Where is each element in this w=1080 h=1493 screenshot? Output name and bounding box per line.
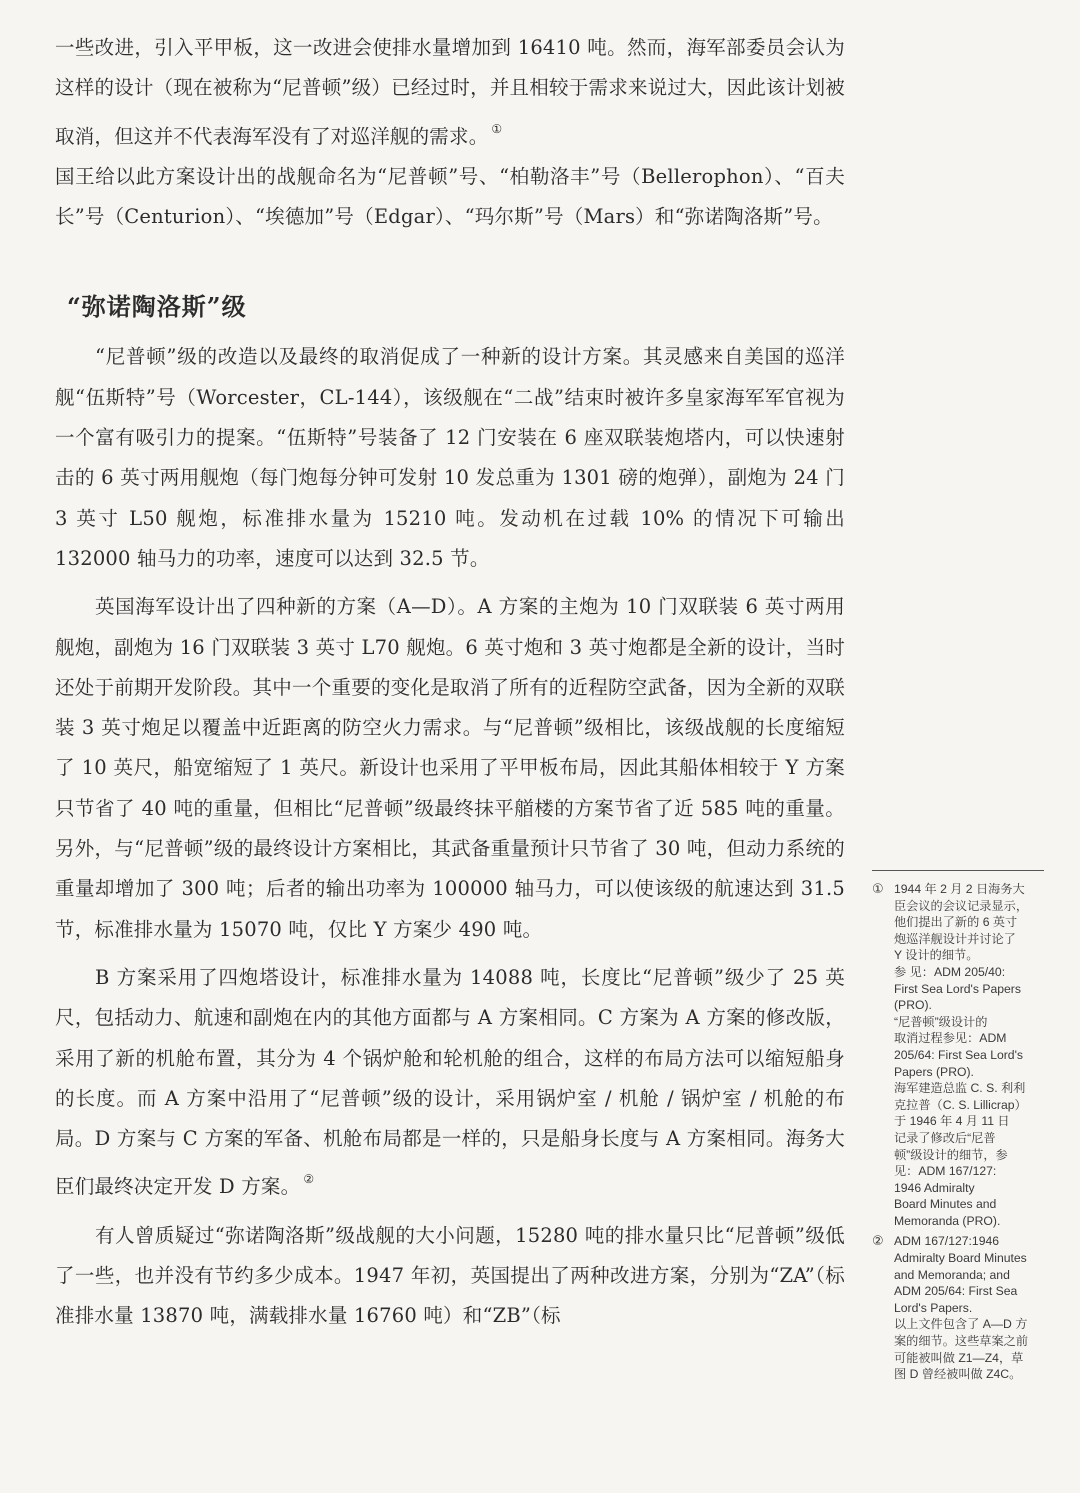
footnote-line: 参 见：ADM 205/40: [894,964,1006,979]
footnote-line: “尼普顿”级设计的 [894,1014,988,1029]
footnote-line: Papers (PRO). [894,1064,974,1079]
footnote-line: 克拉普（C. S. Lillicrap） [894,1097,1027,1112]
footnote-divider [872,870,1044,871]
paragraph-6: 有人曾质疑过“弥诺陶洛斯”级战舰的大小问题，15280 吨的排水量只比“尼普顿”级低了一些，也并没有节约多少成本。1947 年初，英国提出了两种改进方案，分别为“ZA”（标准排水量 13870 吨，满载排水量 16760 吨）和“ZB”（标 [55,1223,845,1328]
footnote-line: Board Minutes and [894,1197,997,1212]
footnote-line: 案的细节。这些草案之前 [894,1334,1029,1349]
footnote-line: 取消过程参见：ADM [894,1031,1007,1046]
section-heading: “弥诺陶洛斯”级 [67,292,247,322]
footnote-line: 顿”级设计的细节，参 [894,1147,1008,1162]
footnote-line: 他们提出了新的 6 英寸 [894,915,1018,930]
footnote-line: 1946 Admiralty [894,1180,975,1195]
footnote-line: 炮巡洋舰设计并讨论了 [894,931,1016,946]
paragraph-1-text: 一些改进，引入平甲板，这一改进会使排水量增加到 16410 吨。然而，海军部委员会认为这样的设计（现在被称为“尼普顿”级）已经过时，并且相较于需求来说过大，因此该计划被取消，但这并不代表海军没有了对巡洋舰的需求。 [55,36,845,148]
footnote-ref-1: ① [491,121,503,136]
footnote-2 [872,1233,1050,1382]
footnote-line: 于 1946 年 4 月 11 日 [894,1114,1010,1129]
footnote-line: ADM 205/64: First Sea [894,1284,1018,1299]
paragraph-3: “尼普顿”级的改造以及最终的取消促成了一种新的设计方案。其灵感来自美国的巡洋舰“伍斯特”号（Worcester，CL-144），该级舰在“二战”结束时被许多皇家海军军官视为一个富有吸引力的提案。“伍斯特”号装备了 12 门安装在 6 座双联装炮塔内，可以快速射击的 6 英寸两用舰炮（每门炮每分钟可发射 10 发总重为 1301 磅的炮弹），副炮为 24 门 3 英寸 L50 舰炮，标准排水量为 15210 吨。发动机在过载 10% 的情况下可输出 132000 轴马力的功率，速度可以达到 32.5 节。 [55,345,845,570]
footnote-line: 图 D 曾经被叫做 Z4C。 [894,1367,1022,1382]
footnote-line: ADM 167/127:1946 [894,1234,1000,1249]
footnote-line: Lord's Papers. [894,1300,973,1315]
footnote-line: 205/64: First Sea Lord's [894,1047,1024,1062]
main-text-column [55,28,845,1337]
paragraph-4: 英国海军设计出了四种新的方案（A—D）。A 方案的主炮为 10 门双联装 6 英寸两用舰炮，副炮为 16 门双联装 3 英寸 L70 舰炮。6 英寸炮和 3 英寸炮都是全新的设计，当时还处于前期开发阶段。其中一个重要的变化是取消了所有的近程防空武备，因为全新的双联装 3 英寸炮足以覆盖中近距离的防空火力需求。与“尼普顿”级相比，该级战舰的长度缩短了 10 英尺，船宽缩短了 1 英尺。新设计也采用了平甲板布局，因此其船体相较于 Y 方案只节省了 40 吨的重量，但相比“尼普顿”级最终抹平艏楼的方案节省了近 585 吨的重量。另外，与“尼普顿”级的最终设计方案相比，其武备重量预计只节省了 30 吨，但动力系统的重量却增加了 300 吨；后者的输出功率为 100000 轴马力，可以使该级的航速达到 31.5 节，标准排水量为 15070 吨，仅比 Y 方案少 490 吨。 [55,595,845,941]
footnote-line: 见：ADM 167/127: [894,1164,997,1179]
footnote-line: 以上文件包含了 A—D 方 [894,1317,1028,1332]
paragraph-2: 国王给以此方案设计出的战舰命名为“尼普顿”号、“柏勒洛丰”号（Bellerophon）、“百夫长”号（Centurion）、“埃德加”号（Edgar）、“玛尔斯”号（Mars）和“弥诺陶洛斯”号。 [55,164,845,229]
footnote-line: Y 设计的细节。 [894,948,979,963]
paragraph-5 [55,958,845,1208]
footnote-line: 臣会议的会议记录显示， [894,898,1029,913]
footnote-line: 记录了修改后“尼普 [894,1130,996,1145]
footnote-1 [872,881,1050,1229]
footnote-2-marker: ② [872,1233,884,1249]
footnote-line: 可能被叫做 Z1—Z4，草 [894,1350,1024,1365]
footnote-line: Memoranda (PRO). [894,1213,1001,1228]
footnote-1-marker: ① [872,881,884,896]
footnote-line: 1944 年 2 月 2 日海务大 [894,882,1025,896]
paragraph-5-text: B 方案采用了四炮塔设计，标准排水量为 14088 吨，长度比“尼普顿”级少了 25 英尺，包括动力、航速和副炮在内的其他方面都与 A 方案相同。C 方案为 A 方案的修改版，采用了新的机舱布置，其分为 4 个锅炉舱和轮机舱的组合，这样的布局方法可以缩短船身的长度。而 A 方案中沿用了“尼普顿”级的设计，采用锅炉室 / 机舱 / 锅炉室 / 机舱的布局。D 方案与 C 方案的军备、机舱布局都是一样的，只是船身长度与 A 方案相同。海务大臣们最终决定开发 D 方案。 [55,965,845,1199]
paragraph-1 [55,28,845,157]
footnote-line: Admiralty Board Minutes [894,1251,1027,1266]
footnote-line: (PRO). [894,998,932,1013]
footnote-line: and Memoranda; and [894,1267,1010,1282]
footnote-line: 海军建造总监 C. S. 利利 [894,1081,1026,1096]
footnote-sidebar [872,870,1050,1383]
footnote-ref-2: ② [303,1172,315,1187]
footnote-line: First Sea Lord's Papers [894,981,1021,996]
